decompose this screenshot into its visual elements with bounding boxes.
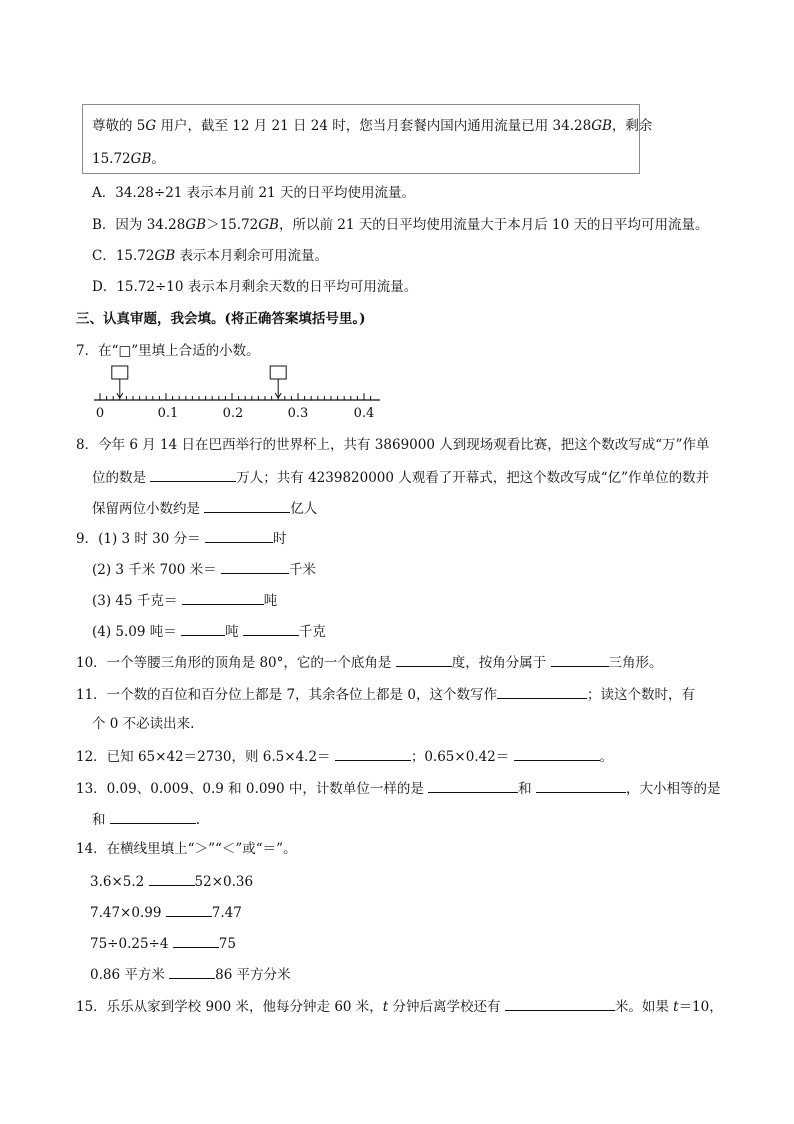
compare-row: 3.6×5.2 52×0.36: [90, 871, 253, 891]
section-3-title: 三、认真审题，我会填。(将正确答案填括号里。): [76, 311, 366, 327]
answer-boxes: [112, 366, 286, 398]
answer-blank[interactable]: [551, 652, 609, 667]
answer-blank[interactable]: [221, 559, 289, 574]
answer-blank[interactable]: [181, 621, 225, 636]
answer-blank[interactable]: [536, 778, 626, 793]
question-8-line-1: 8．今年 6 月 14 日在巴西举行的世界杯上，共有 3869000 人到现场观看比赛，把这个数改写成“万”作单: [76, 437, 710, 453]
tick-label-0: 0: [95, 406, 105, 421]
notice-line-1: 尊敬的 5G 用户，截至 12 月 21 日 24 时，您当月套餐内国内通用流量已用 34.28GB，剩余: [92, 118, 653, 134]
answer-blank[interactable]: [149, 871, 195, 886]
answer-blank[interactable]: [173, 933, 219, 948]
answer-blank[interactable]: [205, 528, 273, 543]
question-9-part-3: (3) 45 千克＝ 吨: [92, 590, 277, 610]
question-14: 14．在横线里填上“＞”“＜”或“＝”。: [76, 841, 297, 857]
answer-blank[interactable]: [204, 498, 290, 513]
question-15: 15．乐乐从家到学校 900 米，他每分钟走 60 米，t 分钟后离学校还有 米。如果 t＝10，: [76, 996, 723, 1016]
option-c: C．15.72GB 表示本月剩余可用流量。: [92, 248, 328, 264]
answer-blank[interactable]: [166, 902, 212, 917]
question-9-part-1: 9．(1) 3 时 30 分＝ 时: [76, 528, 286, 548]
answer-blank[interactable]: [169, 964, 215, 979]
question-8-line-2: 位的数是 万人；共有 4239820000 人观看了开幕式，把这个数改写成“亿”作单位的数并: [92, 467, 709, 487]
answer-box[interactable]: [270, 366, 286, 379]
number-line-ticks: [100, 393, 371, 400]
notice-box: [82, 104, 640, 174]
question-11-line-2: 个 0 不必读出来.: [92, 716, 195, 732]
option-a: A．34.28÷21 表示本月前 21 天的日平均使用流量。: [92, 185, 415, 201]
answer-blank[interactable]: [335, 746, 411, 761]
answer-blank[interactable]: [514, 746, 600, 761]
option-d: D．15.72÷10 表示本月剩余天数的日平均可用流量。: [92, 279, 418, 295]
option-b: B．因为 34.28GB＞15.72GB，所以前 21 天的日平均使用流量大于本月后 10 天的日平均可用流量。: [92, 217, 709, 233]
tick-label-3: 0.3: [287, 406, 309, 421]
tick-label-4: 0.4: [353, 406, 375, 421]
question-11-line-1: 11．一个数的百位和百分位上都是 7，其余各位上都是 0，这个数写作 ；读这个数时，有: [76, 684, 695, 704]
answer-blank[interactable]: [505, 996, 615, 1011]
number-line-svg: [88, 362, 388, 406]
answer-blank[interactable]: [428, 778, 518, 793]
question-13-line-1: 13．0.09、0.009、0.9 和 0.090 中，计数单位一样的是 和 ，大小相等的是: [76, 778, 720, 798]
question-9-part-4: (4) 5.09 吨＝ 吨 千克: [92, 621, 326, 641]
answer-box[interactable]: [112, 366, 128, 379]
number-line: [88, 362, 388, 422]
compare-row: 7.47×0.99 7.47: [90, 902, 242, 922]
tick-label-2: 0.2: [222, 406, 244, 421]
tick-label-1: 0.1: [157, 406, 179, 421]
question-7: 7．在“□”里填上合适的小数。: [76, 343, 260, 359]
answer-blank[interactable]: [243, 621, 299, 636]
question-10: 10．一个等腰三角形的顶角是 80°，它的一个底角是 度，按角分属于 三角形。: [76, 652, 663, 672]
answer-blank[interactable]: [182, 590, 264, 605]
answer-blank[interactable]: [396, 652, 452, 667]
compare-row: 0.86 平方米 86 平方分米: [90, 964, 291, 984]
compare-row: 75÷0.25÷4 75: [90, 933, 236, 953]
answer-blank[interactable]: [497, 684, 587, 699]
question-8-line-3: 保留两位小数约是 亿人: [92, 498, 317, 518]
answer-blank[interactable]: [110, 809, 196, 824]
question-13-line-2: 和 .: [92, 809, 200, 829]
notice-line-2: 15.72GB。: [92, 151, 165, 167]
answer-blank[interactable]: [150, 467, 236, 482]
question-9-part-2: (2) 3 千米 700 米＝ 千米: [92, 559, 316, 579]
question-12: 12．已知 65×42＝2730，则 6.5×4.2＝ ；0.65×0.42＝ 。: [76, 746, 613, 766]
